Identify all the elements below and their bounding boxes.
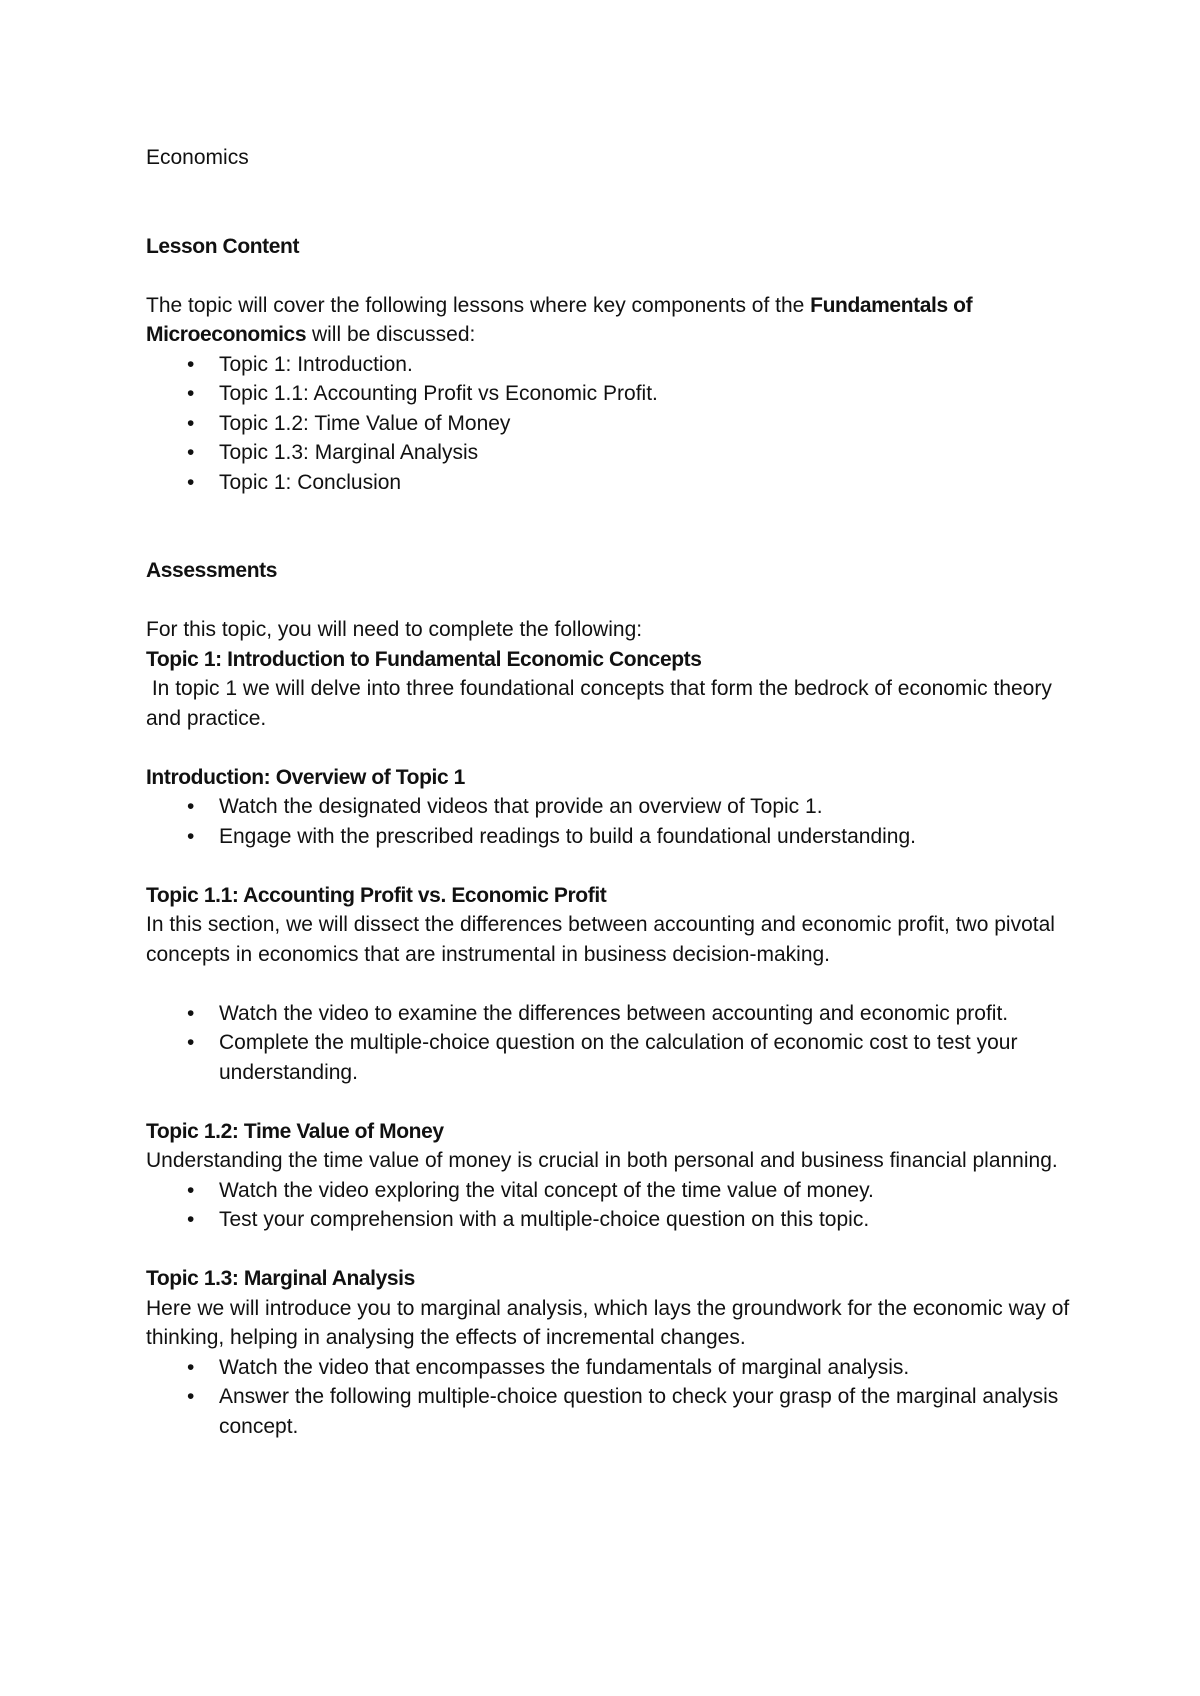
list-item-text: Watch the video to examine the differences between accounting and economic profit. <box>219 1001 1009 1025</box>
lesson-topic-list <box>146 350 1076 498</box>
bullet-icon: • <box>187 1001 195 1025</box>
overview-list <box>146 792 1076 851</box>
list-item-text: Engage with the prescribed readings to build a foundational understanding. <box>219 824 916 848</box>
document-page <box>146 143 1076 1441</box>
list-item-text: Topic 1.3: Marginal Analysis <box>219 441 479 464</box>
bullet-icon: • <box>187 352 195 376</box>
bullet-icon: • <box>187 1031 195 1054</box>
lesson-content-heading: Lesson Content <box>146 234 300 258</box>
list-item-text: Watch the designated videos that provide an overview of Topic 1. <box>219 795 823 818</box>
list-item-text: Topic 1.1: Accounting Profit vs Economic Profit. <box>219 382 658 405</box>
list-item <box>146 999 1076 1029</box>
list-item <box>146 792 1076 822</box>
list-item-text: Watch the video exploring the vital concept of the time value of money. <box>219 1178 874 1202</box>
list-item <box>146 1176 1076 1206</box>
list-item-text: Answer the following multiple-choice question to check your grasp of the marginal analysis concept. <box>219 1385 1059 1438</box>
topic12-list <box>146 1176 1076 1235</box>
bullet-icon: • <box>187 1385 195 1408</box>
topic1-text: In topic 1 we will delve into three foundational concepts that form the bedrock of economic theory and practice. <box>146 677 1058 730</box>
topic12-heading: Topic 1.2: Time Value of Money <box>146 1119 444 1143</box>
list-item <box>146 1353 1076 1383</box>
bullet-icon: • <box>187 1178 195 1202</box>
list-item <box>146 1205 1076 1235</box>
bullet-icon: • <box>187 795 195 818</box>
topic13-list <box>146 1353 1076 1442</box>
list-item-text: Watch the video that encompasses the fundamentals of marginal analysis. <box>219 1355 910 1379</box>
list-item <box>146 1028 1076 1087</box>
topic11-heading: Topic 1.1: Accounting Profit vs. Economic Profit <box>146 883 607 907</box>
bullet-icon: • <box>187 824 195 848</box>
list-item <box>146 468 1076 498</box>
bullet-icon: • <box>187 1208 195 1231</box>
list-item <box>146 438 1076 468</box>
bullet-icon: • <box>187 411 195 435</box>
bullet-icon: • <box>187 382 195 405</box>
topic11-list <box>146 999 1076 1088</box>
list-item <box>146 409 1076 439</box>
topic13-text: Here we will introduce you to marginal analysis, which lays the groundwork for the economic way of thinking, helping in analysing the effects of incremental changes. <box>146 1296 1070 1349</box>
assessments-heading: Assessments <box>146 559 278 582</box>
topic11-text: In this section, we will dissect the differences between accounting and economic profit, two pivotal concepts in economics that are instrumental in business decision-making. <box>146 913 1055 966</box>
lesson-content-intro <box>146 291 1076 350</box>
list-item <box>146 1382 1076 1441</box>
list-item-text: Topic 1.2: Time Value of Money <box>219 411 511 435</box>
list-item-text: Topic 1: Conclusion <box>219 470 402 494</box>
intro-text-before: The topic will cover the following lessons where key components of the <box>146 293 811 317</box>
overview-heading: Introduction: Overview of Topic 1 <box>146 765 465 789</box>
bullet-icon: • <box>187 1355 195 1379</box>
bullet-icon: • <box>187 441 195 464</box>
list-item-text: Complete the multiple-choice question on the calculation of economic cost to test your understanding. <box>219 1031 1018 1084</box>
topic12-text: Understanding the time value of money is crucial in both personal and business financial planning. <box>146 1149 1058 1172</box>
list-item <box>146 822 1076 852</box>
list-item <box>146 379 1076 409</box>
list-item-text: Test your comprehension with a multiple-choice question on this topic. <box>219 1208 870 1231</box>
list-item <box>146 350 1076 380</box>
intro-text-after: will be discussed: <box>306 323 476 346</box>
bullet-icon: • <box>187 470 195 494</box>
list-item-text: Topic 1: Introduction. <box>219 352 413 376</box>
topic1-heading: Topic 1: Introduction to Fundamental Economic Concepts <box>146 647 702 671</box>
intro-bold-subject: Fundamentals of Microeconomics <box>146 293 973 346</box>
assessments-intro: For this topic, you will need to complete the following: <box>146 618 643 641</box>
document-title: Economics <box>146 146 249 169</box>
topic13-heading: Topic 1.3: Marginal Analysis <box>146 1267 415 1290</box>
